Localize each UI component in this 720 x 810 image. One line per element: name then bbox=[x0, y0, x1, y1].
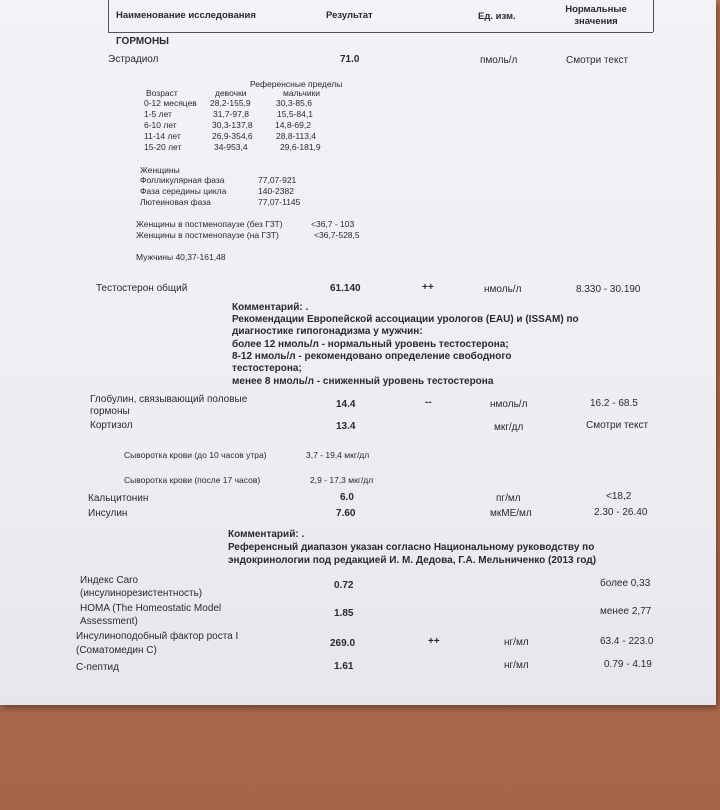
test-name-line2: гормоны bbox=[90, 406, 130, 417]
test-flag: ++ bbox=[428, 636, 440, 647]
ref-men: Мужчины 40,37-161,48 bbox=[136, 252, 226, 262]
comment-line: диагностике гипогонадизма у мужчин: bbox=[232, 326, 423, 337]
test-value: 61.140 bbox=[330, 283, 361, 294]
test-name: Кортизол bbox=[90, 420, 133, 431]
test-name-line2: (Соматомедин C) bbox=[76, 645, 157, 656]
ref-title: Референсные пределы bbox=[250, 79, 343, 89]
ref-girls: 26,9-354,6 bbox=[212, 131, 253, 141]
test-unit: нг/мл bbox=[504, 637, 529, 648]
ref-girls: 30,3-137,8 bbox=[212, 120, 253, 130]
test-reference: 16.2 - 68.5 bbox=[590, 398, 638, 409]
test-name-line1: HOMA (The Homeostatic Model bbox=[80, 603, 222, 614]
ref-age: 11-14 лет bbox=[144, 131, 181, 141]
ref-phase-name: Фолликулярная фаза bbox=[140, 175, 225, 185]
test-name: Эстрадиол bbox=[108, 54, 159, 65]
ref-phase-name: Лютеиновая фаза bbox=[140, 197, 211, 207]
test-value: 1.85 bbox=[334, 608, 354, 619]
test-value: 6.0 bbox=[340, 492, 354, 503]
test-unit: пмоль/л bbox=[480, 55, 518, 66]
ref-girls: 31,7-97,8 bbox=[213, 109, 249, 119]
test-unit: нг/мл bbox=[504, 660, 529, 671]
test-reference: 2.30 - 26.40 bbox=[594, 507, 648, 518]
header-divider bbox=[108, 32, 653, 33]
comment-title: Комментарий: . bbox=[228, 529, 305, 540]
test-value: 0.72 bbox=[334, 580, 354, 591]
test-value: 269.0 bbox=[330, 638, 356, 649]
test-name-line2: Assessment) bbox=[80, 616, 138, 627]
comment-line: более 12 нмоль/л - нормальный уровень тестостерона; bbox=[232, 339, 509, 350]
test-name: Кальцитонин bbox=[88, 493, 149, 504]
test-name-line1: Индекс Caro bbox=[80, 575, 139, 586]
header-unit: Ед. изм. bbox=[478, 11, 516, 22]
test-name: Инсулин bbox=[88, 508, 128, 519]
test-name: Тестостерон общий bbox=[96, 283, 188, 294]
comment-line: менее 8 нмоль/л - сниженный уровень тестостерона bbox=[232, 376, 494, 387]
ref-postmeno-name: Женщины в постменопаузе (на ГЗТ) bbox=[136, 230, 279, 240]
ref-boys: 30,3-85,6 bbox=[276, 98, 312, 108]
ref-range: 3,7 - 19,4 мкг/дл bbox=[306, 450, 370, 460]
ref-boys: 28,8-113,4 bbox=[276, 131, 317, 141]
ref-girls: 34-953,4 bbox=[214, 142, 248, 152]
ref-phase-range: 140-2382 bbox=[258, 186, 294, 196]
header-name: Наименование исследования bbox=[116, 10, 256, 21]
ref-boys: 15,5-84,1 bbox=[277, 109, 313, 119]
ref-postmeno-name: Женщины в постменопаузе (без ГЗТ) bbox=[136, 219, 283, 229]
ref-age: 15-20 лет bbox=[144, 142, 182, 152]
test-unit: пг/мл bbox=[496, 493, 521, 504]
comment-line: Рекомендации Европейской ассоциации урологов (EAU) и (ISSAM) по bbox=[232, 314, 579, 325]
ref-boys: 14,8-69,2 bbox=[275, 120, 311, 130]
ref-phase-range: 77,07-921 bbox=[258, 175, 297, 185]
comment-line: Референсный диапазон указан согласно Национальному руководству по bbox=[228, 542, 595, 553]
test-reference: 8.330 - 30.190 bbox=[576, 284, 641, 295]
ref-age: 6-10 лет bbox=[144, 120, 177, 130]
ref-boys: 29,6-181,9 bbox=[280, 142, 321, 152]
test-value: 1.61 bbox=[334, 661, 354, 672]
header-border bbox=[108, 0, 109, 32]
header-ref-line2: значения bbox=[574, 16, 618, 27]
ref-age: 1-5 лет bbox=[144, 109, 172, 119]
test-reference: Смотри текст bbox=[586, 420, 649, 431]
test-value: 14.4 bbox=[336, 399, 356, 410]
ref-head-girls: девочки bbox=[215, 88, 247, 98]
test-value: 13.4 bbox=[336, 421, 356, 432]
ref-age: 0-12 месяцев bbox=[144, 98, 197, 108]
test-name-line1: Инсулиноподобный фактор роста I bbox=[76, 631, 239, 642]
ref-range: 2,9 - 17,3 мкг/дл bbox=[310, 475, 374, 485]
header-ref-line1: Нормальные bbox=[565, 4, 627, 15]
test-value: 7.60 bbox=[336, 508, 356, 519]
test-reference: <18,2 bbox=[606, 491, 632, 502]
test-reference: Смотри текст bbox=[566, 55, 629, 66]
test-name: С-пептид bbox=[76, 662, 119, 673]
ref-phase-range: 77,07-1145 bbox=[258, 197, 301, 207]
section-title: ГОРМОНЫ bbox=[116, 36, 169, 47]
test-reference: более 0,33 bbox=[600, 578, 651, 589]
ref-name: Сыворотка крови (после 17 часов) bbox=[124, 475, 261, 485]
ref-women-title: Женщины bbox=[140, 165, 180, 175]
test-reference: менее 2,77 bbox=[600, 606, 652, 617]
ref-postmeno-range: <36,7-528,5 bbox=[314, 230, 360, 240]
ref-postmeno-range: <36,7 - 103 bbox=[311, 219, 355, 229]
ref-name: Сыворотка крови (до 10 часов утра) bbox=[124, 450, 267, 460]
comment-line: тестостерона; bbox=[232, 363, 302, 374]
test-name-line2: (инсулинорезистентность) bbox=[80, 588, 203, 599]
comment-line: 8-12 нмоль/л - рекомендовано определение свободного bbox=[232, 351, 512, 362]
test-name-line1: Глобулин, связывающий половые bbox=[90, 394, 248, 405]
comment-title: Комментарий: . bbox=[232, 302, 309, 313]
header-result: Результат bbox=[326, 10, 373, 21]
header-border bbox=[653, 0, 654, 32]
test-unit: мкг/дл bbox=[494, 422, 524, 433]
test-value: 71.0 bbox=[340, 54, 360, 65]
test-unit: мкМЕ/мл bbox=[490, 508, 532, 519]
test-reference: 63.4 - 223.0 bbox=[600, 636, 654, 647]
comment-line: эндокринологии под редакцией И. М. Дедова, Г.А. Мельниченко (2013 год) bbox=[228, 555, 597, 566]
test-reference: 0.79 - 4.19 bbox=[604, 659, 652, 670]
ref-head-age: Возраст bbox=[146, 88, 178, 98]
ref-phase-name: Фаза середины цикла bbox=[140, 186, 227, 196]
ref-girls: 28,2-155,9 bbox=[210, 98, 251, 108]
ref-head-boys: мальчики bbox=[283, 88, 321, 98]
test-unit: нмоль/л bbox=[490, 399, 528, 410]
test-unit: нмоль/л bbox=[484, 284, 522, 295]
test-flag: -- bbox=[425, 397, 432, 408]
test-flag: ++ bbox=[422, 282, 434, 293]
